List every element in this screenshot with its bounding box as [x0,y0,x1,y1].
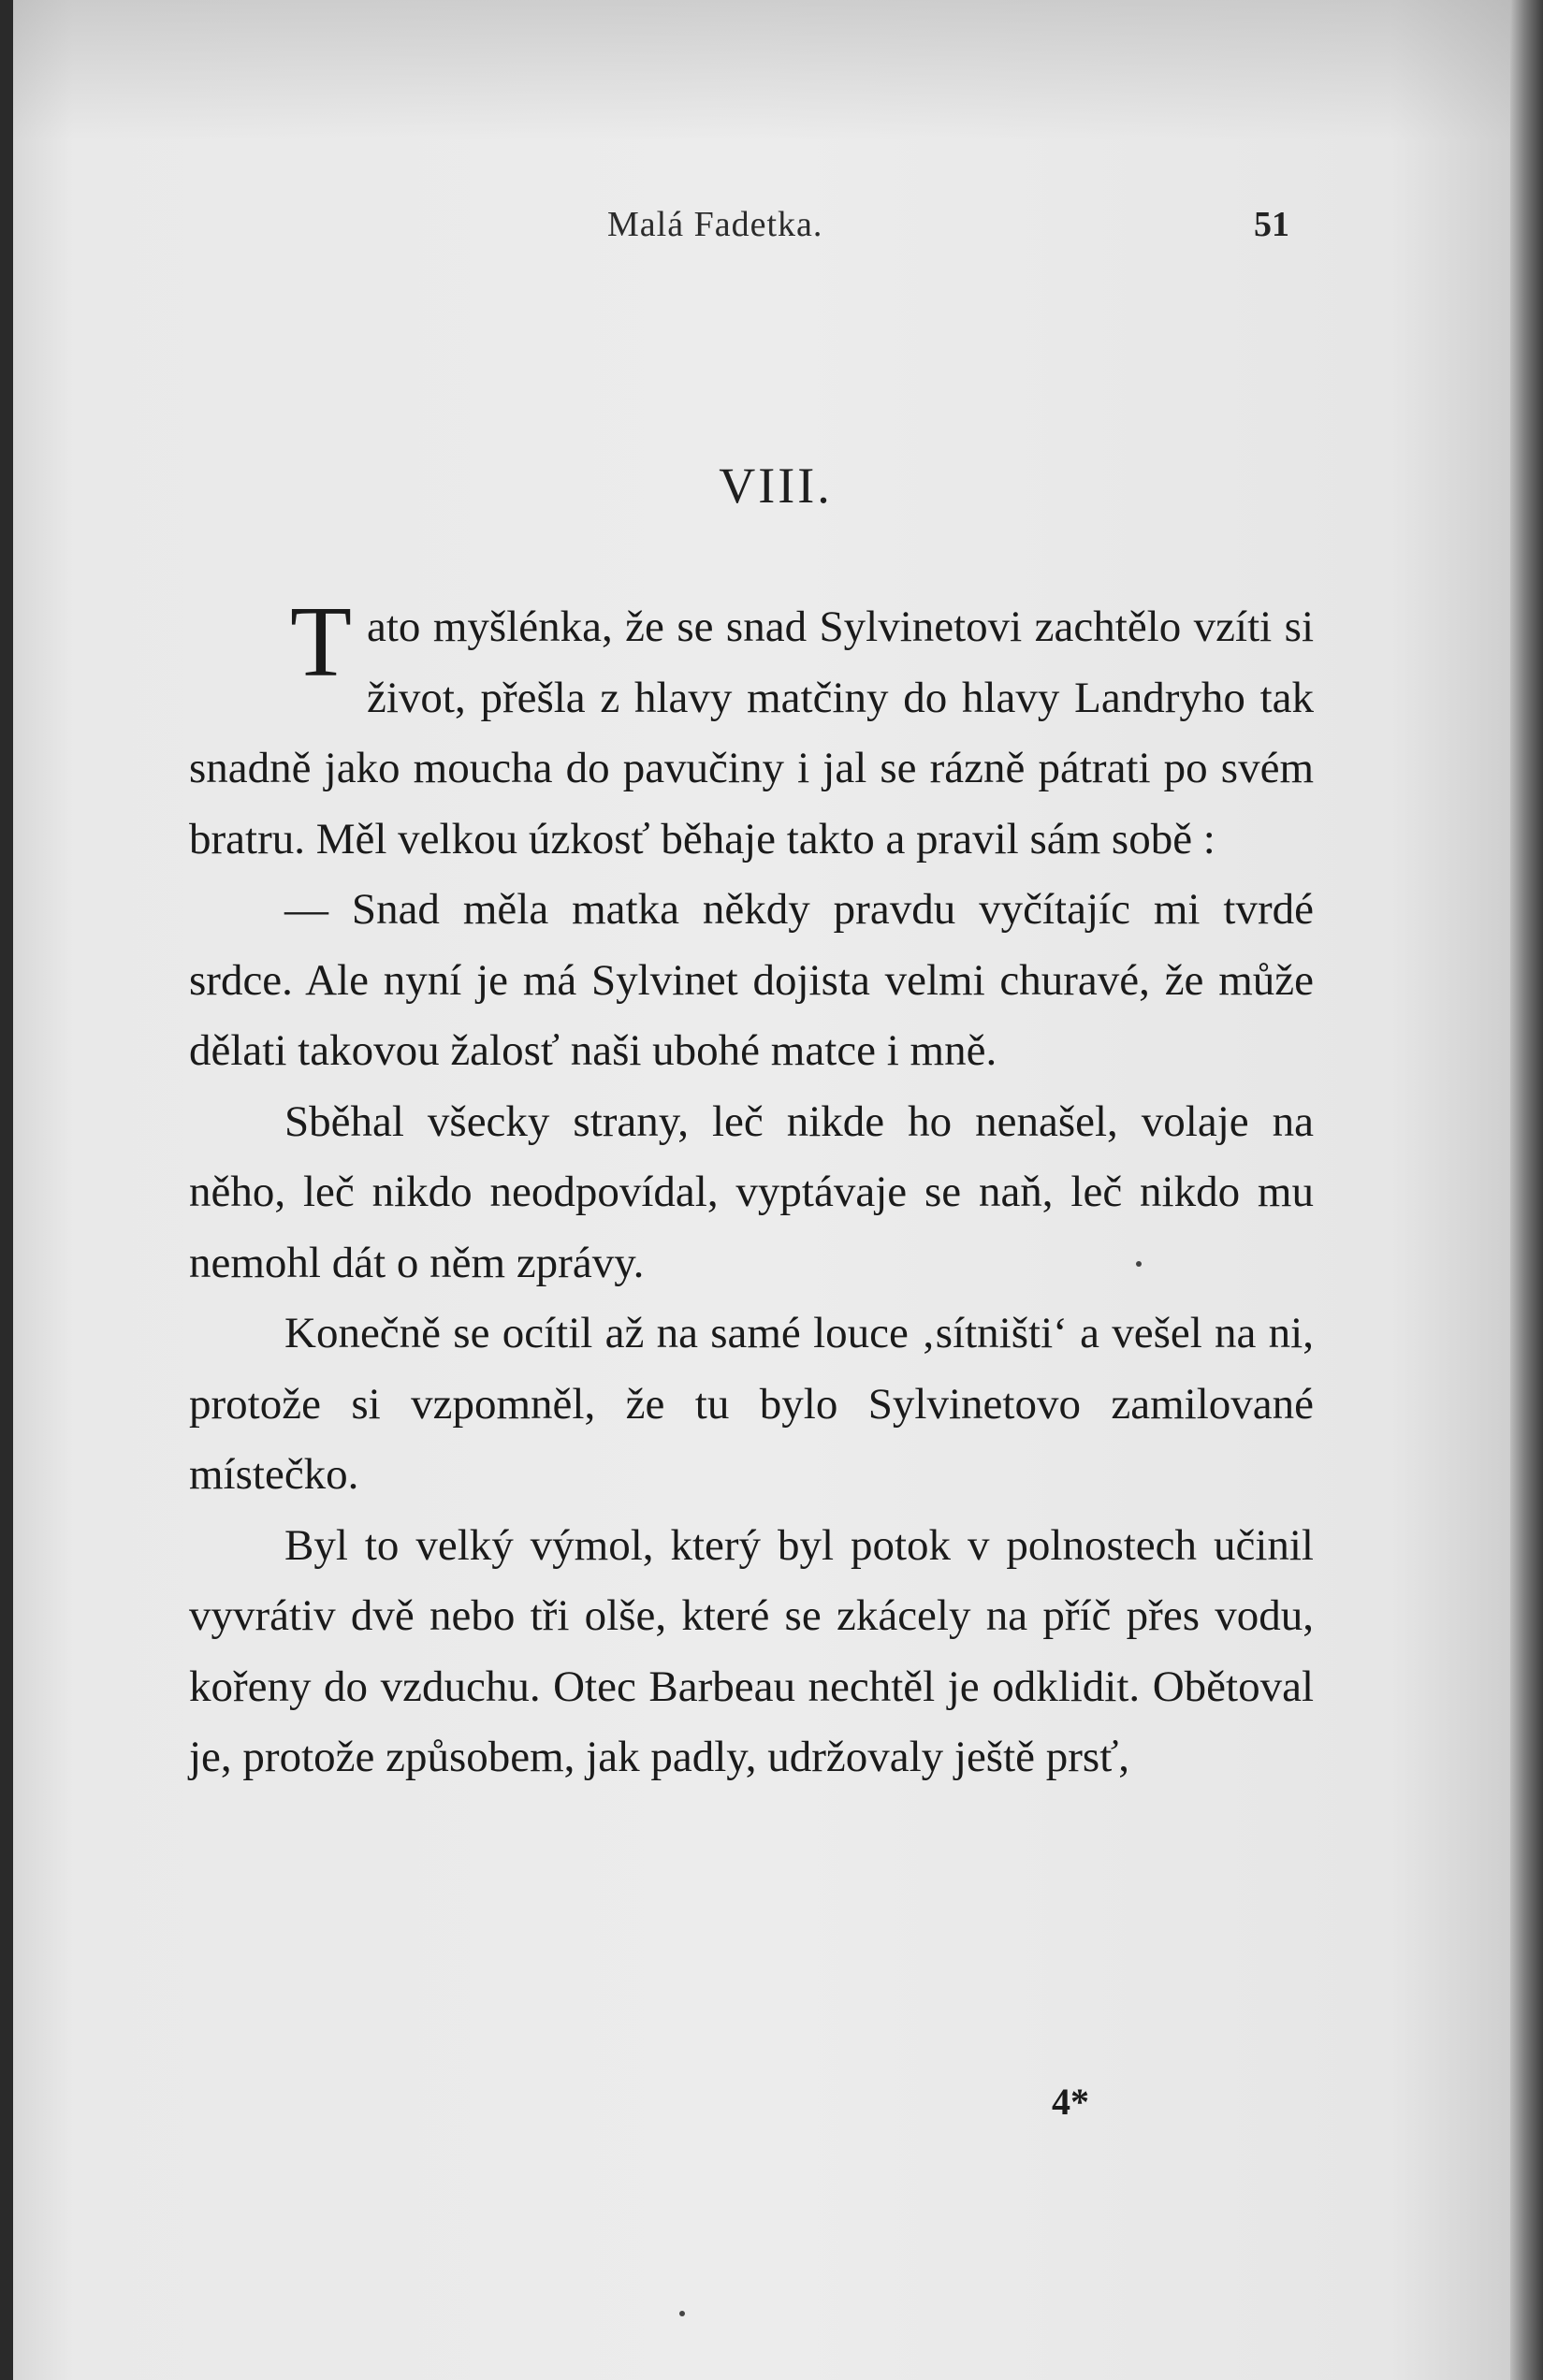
paper-speck [679,2311,685,2316]
paragraph: Konečně se ocítil až na samé louce ‚sítništi‘ a vešel na ni, protože si vzpomněl, že tu bylo Sylvinetovo zamilované místečko. [189,1309,1314,1499]
paragraph-text: ato myšlénka, že se snad Sylvinetovi zachtělo vzíti si život, přešla z hlavy matčiny do hlavy Landryho tak snadně jako moucha do pavučiny i jal se rázně pátrati po svém bratru. Měl velkou úzkosť běhaje takto a pravil sám sobě : [189,602,1314,863]
paragraph: — Snad měla matka někdy pravdu vyčítajíc mi tvrdé srdce. Ale nyní je má Sylvinet dojista velmi churavé, že může dělati takovou žalosť naši ubohé matce i mně. [189,885,1314,1075]
drop-cap: T [290,587,352,698]
book-page [13,0,1510,2380]
paragraph: Byl to velký výmol, který byl potok v polnostech učinil vyvrátiv dvě nebo tři olše, které se zkácely na příč přes vodu, kořeny do vzduchu. Otec Barbeau nechtěl je odklidit. Obětoval je, protože způsobem, jak padly, udržovaly ještě prsť, [189,1520,1314,1781]
scan-right-border [1510,0,1543,2380]
running-head [13,204,1510,251]
page-number: 51 [1254,205,1289,244]
paper-speck [1136,1261,1142,1267]
running-title: Malá Fadetka. [607,205,823,244]
chapter-heading: VIII. [719,457,833,514]
scan-left-border [0,0,13,2380]
paragraph [189,587,1314,875]
paragraph: Sběhal všecky strany, leč nikde ho nenašel, volaje na něho, leč nikdo neodpovídal, vyptávaje se naň, leč nikdo mu nemohl dát o něm zprávy. [189,1096,1314,1287]
body-text [189,587,1314,1793]
signature-mark: 4* [1052,2081,1089,2123]
